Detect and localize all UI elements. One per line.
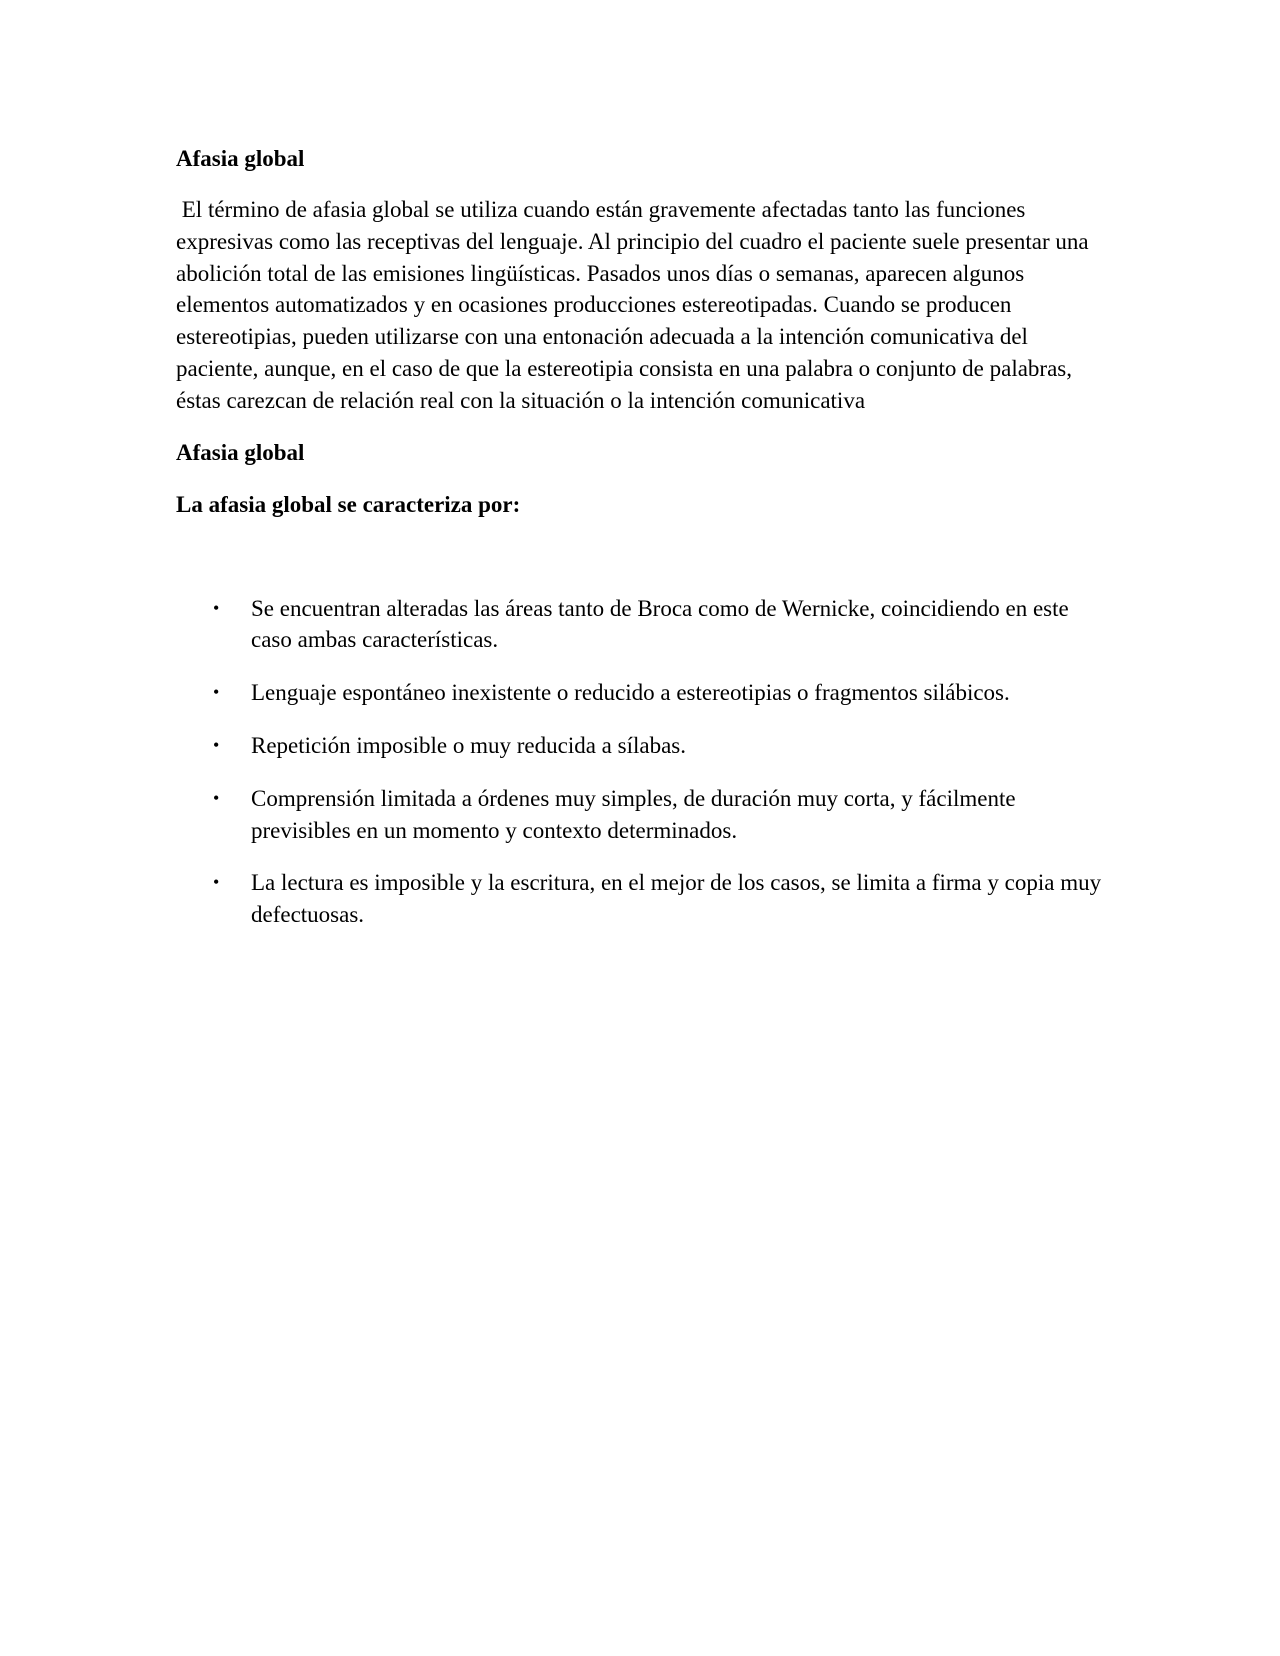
characteristics-heading: La afasia global se caracteriza por: <box>176 491 521 517</box>
bullet-icon: • <box>213 597 220 618</box>
section-heading: Afasia global <box>176 146 305 171</box>
list-item-text: Comprensión limitada a órdenes muy simples, de duración muy corta, y fácilmente previsibles en un momento y contexto determinados. <box>251 785 1016 843</box>
list-item-text: Lenguaje espontáneo inexistente o reducido a estereotipias o fragmentos silábicos. <box>251 680 1010 706</box>
bullet-icon: • <box>213 734 220 755</box>
bullet-icon: • <box>213 787 220 808</box>
list-item-text: La lectura es imposible y la escritura, en el mejor de los casos, se limita a firma y copia muy defectuosas. <box>251 870 1102 928</box>
intro-paragraph: El término de afasia global se utiliza cuando están gravemente afectadas tanto las funciones expresivas como las receptivas del lenguaje. Al principio del cuadro el paciente suele presentar una abolición total de las emisiones lingüísticas. Pasados unos días o semanas, aparecen algunos elementos automatizados y en ocasiones producciones estereotipadas. Cuando se producen estereotipias, pueden utilizarse con una entonación adecuada a la intención comunicativa del paciente, aunque, en el caso de que la estereotipia consista en una palabra o conjunto de palabras, éstas carezcan de relación real con la situación o la intención comunicativa <box>176 197 1095 413</box>
list-item-text: Se encuentran alteradas las áreas tanto de Broca como de Wernicke, coincidiendo en este caso ambas características. <box>251 595 1069 653</box>
document-body <box>176 143 1106 952</box>
list-item-text: Repetición imposible o muy reducida a sílabas. <box>251 732 686 758</box>
list-item <box>176 867 1106 931</box>
list-item <box>176 677 1106 709</box>
bullet-icon: • <box>213 872 220 893</box>
list-item <box>176 730 1106 762</box>
list-item <box>176 783 1106 847</box>
characteristics-list <box>176 593 1106 931</box>
bullet-icon: • <box>213 682 220 703</box>
list-item <box>176 593 1106 657</box>
section-heading-repeat: Afasia global <box>176 439 305 465</box>
